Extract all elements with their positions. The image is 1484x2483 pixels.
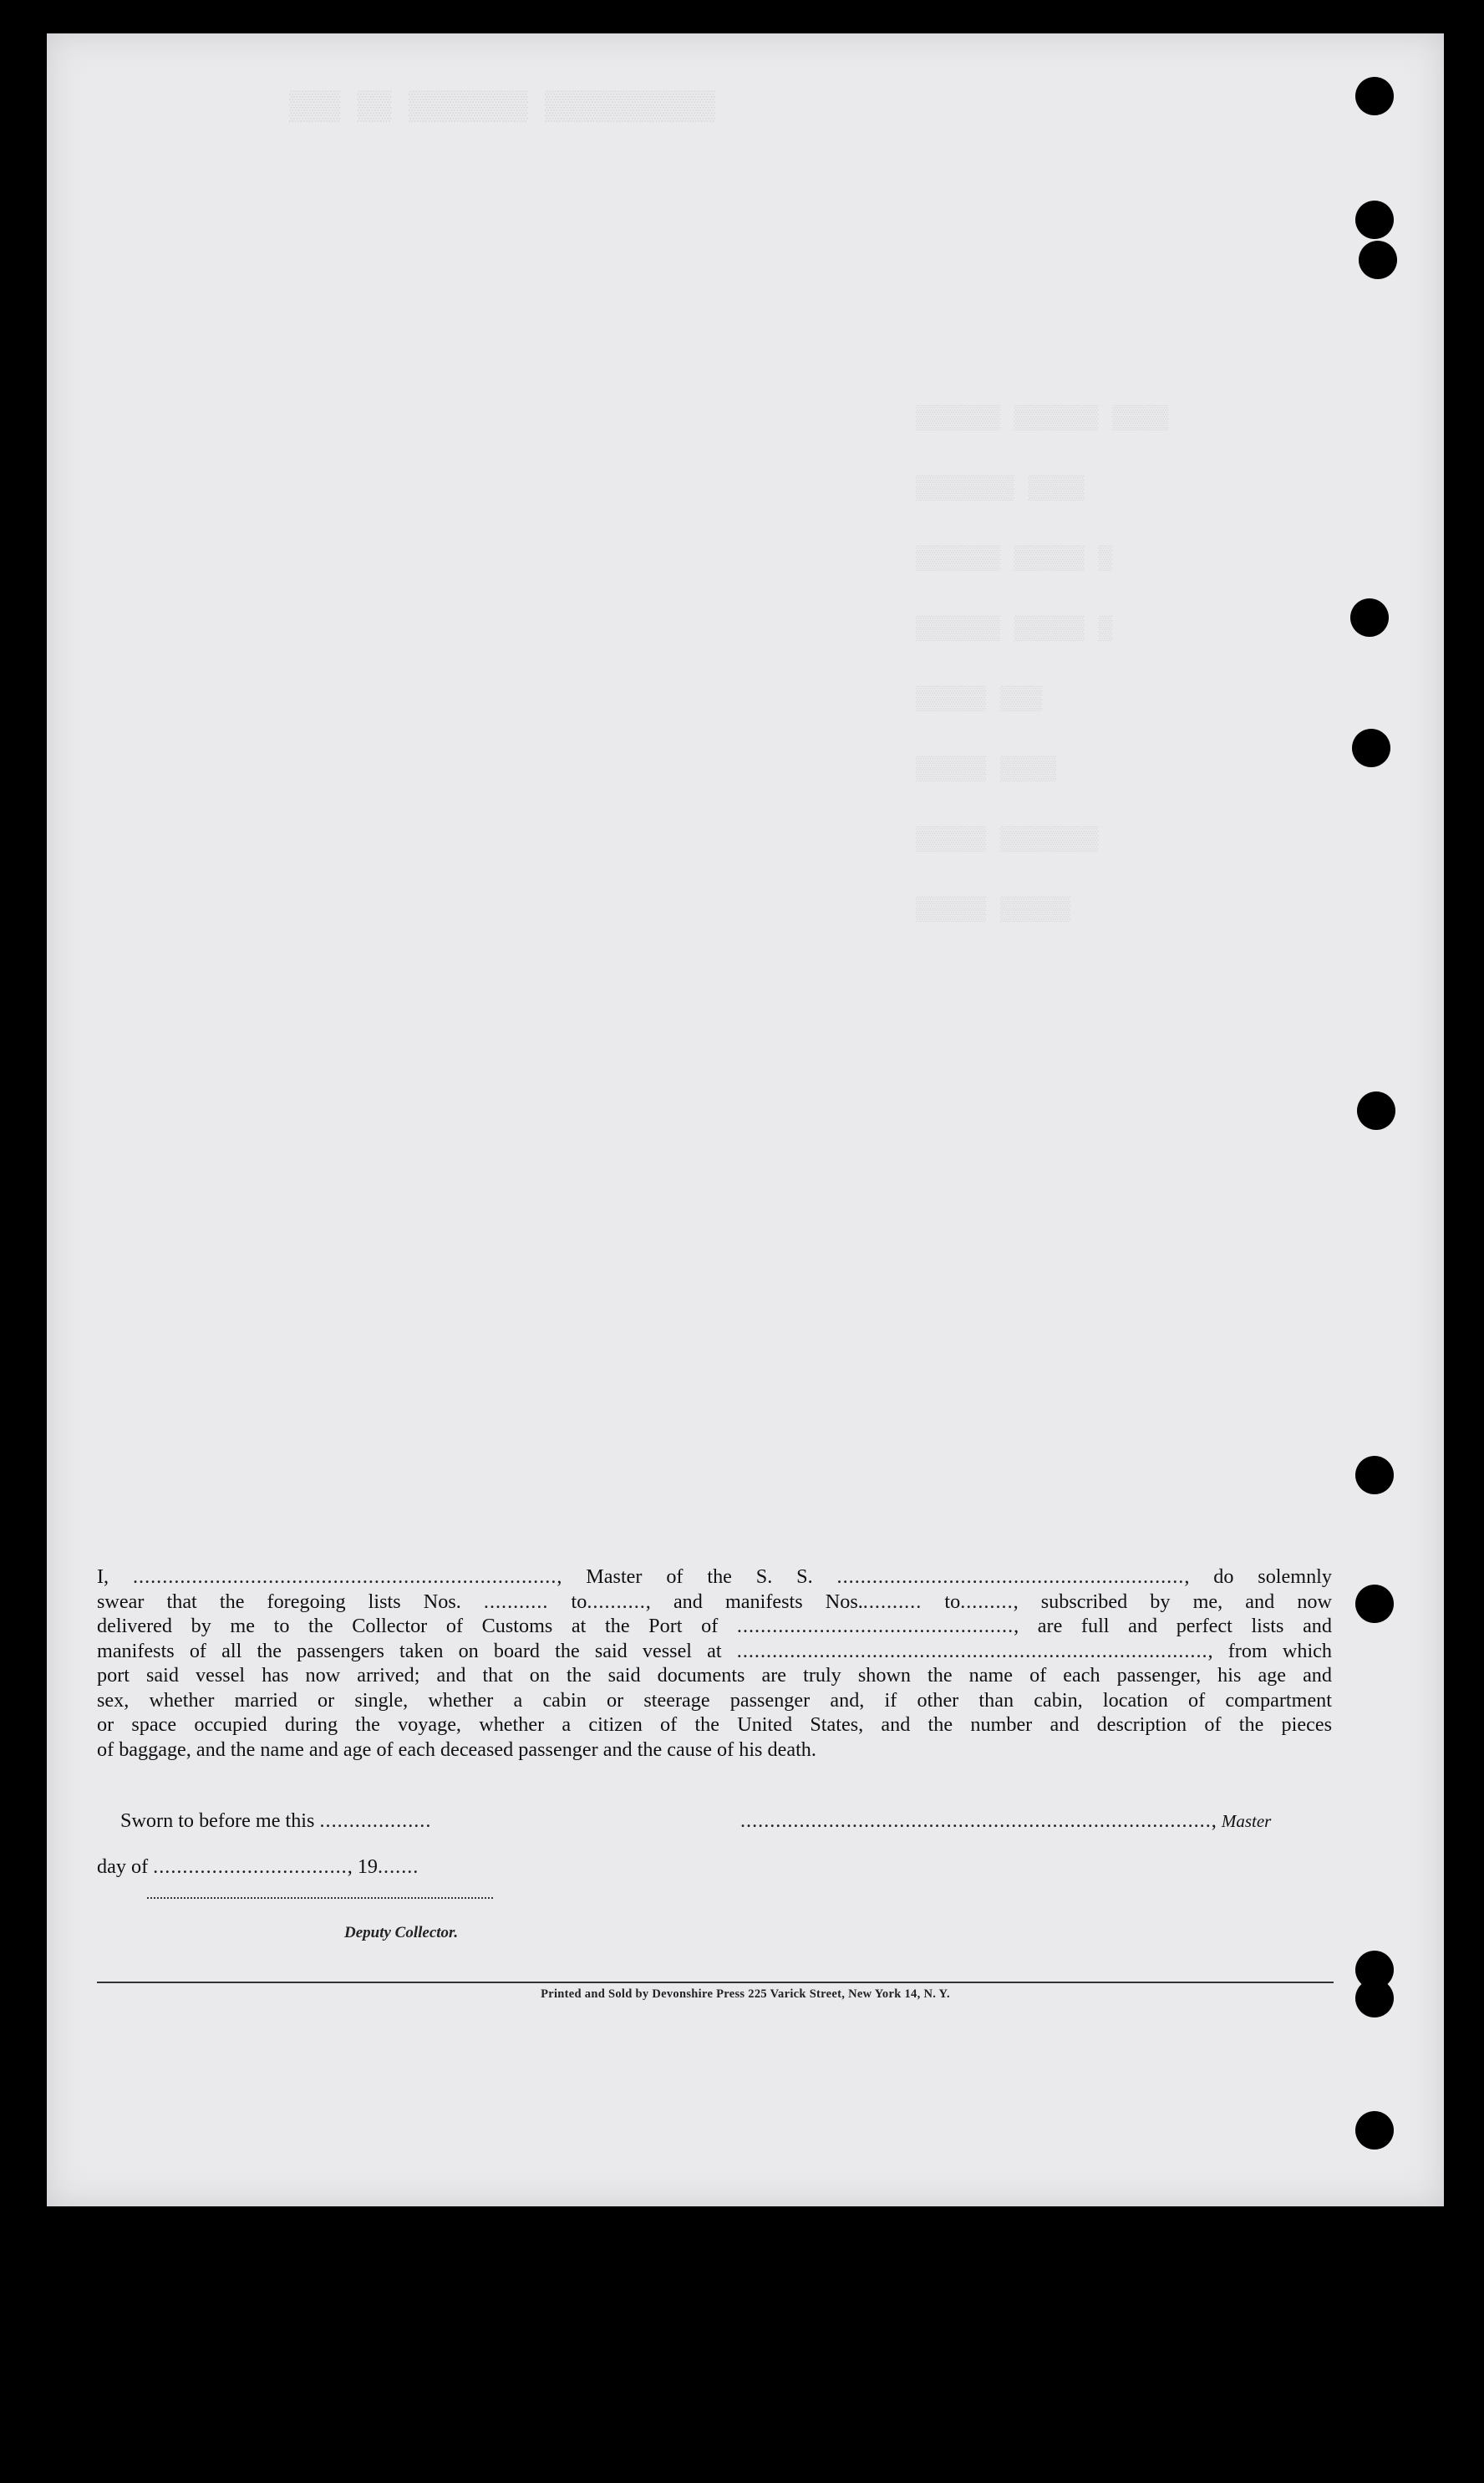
printer-imprint: Printed and Sold by Devonshire Press 225 Varick Street, New York 14, N. Y.: [541, 1987, 950, 2001]
master-oath-paragraph: [97, 1565, 1332, 1762]
oath-line-1: I, ........................................................................, Master of the S. S. ..........................................................., do solemnly: [97, 1565, 1332, 1588]
punch-hole: [1357, 1091, 1395, 1130]
oath-line-4: manifests of all the passengers taken on board the said vessel at ................................................................................, from which: [97, 1639, 1332, 1662]
punch-hole: [1355, 1456, 1394, 1494]
manifest-page: [47, 33, 1444, 2206]
punch-hole: [1355, 201, 1394, 239]
punch-hole: [1350, 598, 1389, 637]
oath-line-2: swear that the foregoing lists Nos. ........... to.........., and manifests Nos........... to........., subscribed by me, and now: [97, 1590, 1332, 1613]
oath-line-8: of baggage, and the name and age of each deceased passenger and the cause of his death.: [97, 1738, 816, 1761]
punch-hole: [1355, 1979, 1394, 2017]
oath-line-3: delivered by me to the Collector of Customs at the Port of ..............................................., are full and perfect lists and: [97, 1615, 1332, 1637]
master-label: Master: [1221, 1811, 1272, 1831]
oath-line-6: sex, whether married or single, whether a cabin or steerage passenger and, if other than cabin, location of compartment: [97, 1688, 1332, 1712]
day-of-line: day of ................................., 19.......: [97, 1855, 419, 1878]
oath-line-7: or space occupied during the voyage, whether a citizen of the United States, and the number and description of the pieces: [97, 1713, 1332, 1736]
master-signature-line: ................................................................................, Master: [740, 1809, 1272, 1832]
bleed-through-rows: ▒▒▒▒▒▒ ▒▒▒▒▒▒ ▒▒▒▒ ▒▒▒▒▒▒▒ ▒▒▒▒ ▒▒▒▒▒▒ ▒▒▒▒▒ ▒ ▒▒▒▒▒▒ ▒▒▒▒▒ ▒ ▒▒▒▒▒ ▒▒▒ ▒▒▒▒▒ ▒▒▒▒ ▒▒▒▒▒ ▒▒▒▒▒▒▒ ▒▒▒▒▒ ▒▒▒▒▒: [916, 406, 1169, 923]
sworn-line: Sworn to before me this ...................: [120, 1809, 432, 1832]
punch-hole: [1355, 1585, 1394, 1623]
punch-hole: [1359, 241, 1397, 279]
punch-hole: [1355, 2111, 1394, 2150]
deputy-signature-line: [147, 1897, 493, 1899]
footer-rule: [97, 1982, 1334, 1983]
deputy-collector-label: Deputy Collector.: [344, 1924, 459, 1941]
punch-hole: [1355, 77, 1394, 115]
bleed-through-header: ▒▒▒ ▒▒ ▒▒▒▒▒▒▒ ▒▒▒▒▒▒▒▒▒▒: [289, 92, 716, 124]
oath-line-5: port said vessel has now arrived; and that on the said documents are truly shown the name of each passenger, his age and: [97, 1664, 1332, 1687]
punch-hole: [1352, 729, 1390, 767]
